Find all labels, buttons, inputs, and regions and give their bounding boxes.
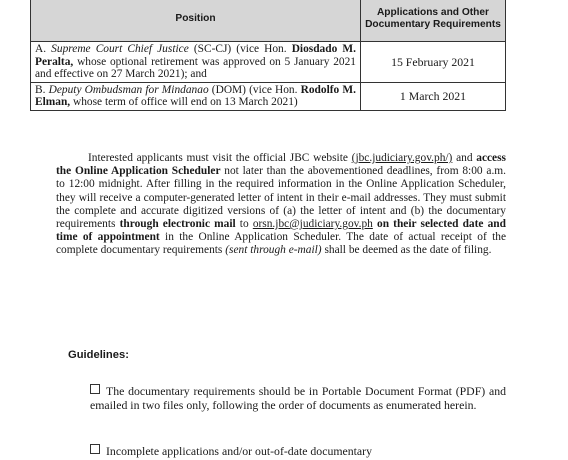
table-row	[31, 82, 506, 110]
position-title: Deputy Ombudsman for Mindanao	[48, 83, 209, 96]
deadline-header: Applications and Other Documentary Requirements	[361, 0, 506, 42]
position-note: whose term of office will end on 13 March 2021)	[73, 96, 298, 109]
position-cell	[31, 82, 361, 110]
incumbent-name: Diosdado M. Peralta,	[35, 43, 356, 68]
row-prefix: A.	[35, 43, 47, 55]
selected-date-text: on their selected date and time of appointment	[56, 218, 506, 244]
checkbox-bullet-icon	[90, 444, 100, 454]
position-header: Position	[31, 0, 361, 42]
incumbent-name: Rodolfo M. Elman,	[35, 83, 356, 109]
requirements-table	[30, 0, 506, 111]
sent-email-text: (sent through e-mail)	[225, 244, 322, 257]
jbc-website-link[interactable]: (jbc.judiciary.gov.ph/)	[351, 152, 453, 164]
checkbox-bullet-icon	[90, 384, 100, 394]
table-header-row	[31, 0, 506, 42]
list-item	[90, 384, 506, 412]
position-abbr: (DOM) (vice Hon.	[211, 83, 298, 96]
row-prefix: B.	[35, 83, 46, 96]
list-item	[90, 444, 506, 458]
para-text: in the Online Application Scheduler. The date of actual receipt of the complete documentary requirements	[56, 231, 507, 257]
access-scheduler-text: access the Online Application Scheduler	[56, 152, 506, 178]
para-text: Interested applicants must visit the official JBC website	[88, 152, 348, 164]
deadline-cell: 1 March 2021	[361, 82, 506, 110]
position-cell	[31, 42, 361, 83]
deadline-cell: 15 February 2021	[361, 42, 506, 83]
list-item-text: The documentary requirements should be in Portable Document Format (PDF) and emailed in two files only, following the order of documents as enumerated herein.	[90, 384, 506, 413]
para-text: and	[452, 152, 477, 164]
jbc-email-link[interactable]: orsn.jbc@judiciary.gov.ph	[252, 218, 373, 231]
instructions-paragraph	[56, 152, 506, 258]
list-item-text: Incomplete applications and/or out-of-date documentary	[106, 444, 372, 458]
position-title: Supreme Court Chief Justice	[51, 43, 189, 55]
position-note: whose optional retirement was approved on 5 January 2021 and effective on 27 March 2021); and	[35, 55, 356, 81]
table-row	[31, 42, 506, 83]
guidelines-heading: Guidelines:	[68, 349, 129, 361]
through-email-text: through electronic mail	[119, 218, 236, 231]
position-abbr: (SC-CJ) (vice Hon.	[193, 43, 287, 55]
para-text: to	[235, 218, 253, 231]
para-text: not later than the abovementioned deadlines, from 8:00 a.m. to 12:00 midnight. After filling in the required information in the Online Application Scheduler, they will receive a computer-generated letter of intent in their e-mail addresses. They must submit the complete and accurate digitized versions of (a) the letter of intent and (b) the documentary requirements	[56, 165, 506, 231]
para-text: shall be deemed as the date of filing.	[321, 244, 492, 257]
